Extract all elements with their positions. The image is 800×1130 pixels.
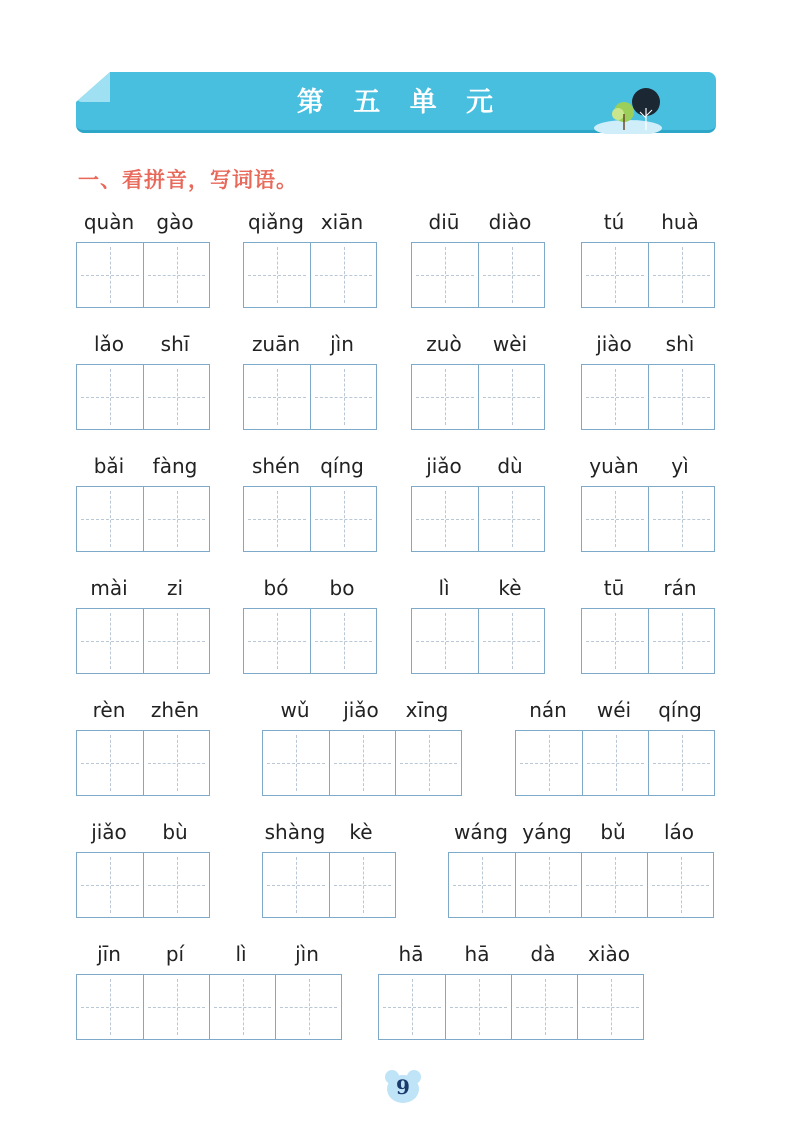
writing-cell[interactable] xyxy=(412,243,478,307)
pinyin-syllable: rán xyxy=(663,576,697,600)
writing-cell[interactable] xyxy=(143,853,209,917)
writing-cell[interactable] xyxy=(310,243,376,307)
pinyin-syllable: bù xyxy=(162,820,188,844)
writing-cell[interactable] xyxy=(648,609,714,673)
guide-line-vertical xyxy=(243,979,244,1035)
guide-line-vertical xyxy=(177,857,178,913)
writing-cell[interactable] xyxy=(77,609,143,673)
writing-cell[interactable] xyxy=(648,243,714,307)
word-item xyxy=(262,820,396,920)
guide-line-vertical xyxy=(177,613,178,669)
word-item xyxy=(76,698,210,798)
guide-line-vertical xyxy=(445,613,446,669)
pinyin-syllable: bó xyxy=(263,576,289,600)
guide-line-vertical xyxy=(615,613,616,669)
pinyin-syllable: mài xyxy=(90,576,128,600)
pinyin-syllable: wèi xyxy=(492,332,528,356)
guide-line-vertical xyxy=(512,491,513,547)
pinyin-syllable: quàn xyxy=(83,210,135,234)
guide-line-vertical xyxy=(412,979,413,1035)
pinyin-syllable: jiǎo xyxy=(426,454,462,478)
writing-cell[interactable] xyxy=(478,487,544,551)
pinyin-syllable: fàng xyxy=(152,454,198,478)
writing-box-row xyxy=(76,486,210,552)
writing-cell[interactable] xyxy=(647,853,713,917)
writing-cell[interactable] xyxy=(412,487,478,551)
guide-line-vertical xyxy=(615,491,616,547)
writing-cell[interactable] xyxy=(244,609,310,673)
pinyin-syllable: diū xyxy=(428,210,460,234)
guide-line-vertical xyxy=(615,857,616,913)
pinyin-syllable: hā xyxy=(464,942,490,966)
pinyin-syllable: dù xyxy=(497,454,523,478)
pinyin-syllable: shī xyxy=(160,332,190,356)
pinyin-syllable: tú xyxy=(603,210,625,234)
guide-line-vertical xyxy=(110,735,111,791)
pinyin-syllable: shì xyxy=(665,332,695,356)
pinyin-syllable: jìn xyxy=(330,332,354,356)
guide-line-vertical xyxy=(363,735,364,791)
guide-line-vertical xyxy=(277,613,278,669)
writing-box-row xyxy=(262,852,396,918)
word-item xyxy=(411,332,545,432)
guide-line-vertical xyxy=(682,613,683,669)
word-item xyxy=(411,454,545,554)
guide-line-vertical xyxy=(512,247,513,303)
writing-box-row xyxy=(243,364,377,430)
pinyin-syllable: wǔ xyxy=(280,698,310,722)
word-item xyxy=(411,576,545,676)
pinyin-syllable: kè xyxy=(349,820,373,844)
writing-cell[interactable] xyxy=(143,975,209,1039)
word-item xyxy=(76,820,210,920)
writing-box-row xyxy=(411,608,545,674)
writing-cell[interactable] xyxy=(449,853,515,917)
pinyin-syllable: láo xyxy=(663,820,695,844)
guide-line-vertical xyxy=(277,369,278,425)
pinyin-syllable: bǔ xyxy=(600,820,626,844)
pinyin-syllable: qíng xyxy=(658,698,702,722)
writing-cell[interactable] xyxy=(478,609,544,673)
guide-line-vertical xyxy=(682,247,683,303)
writing-box-row xyxy=(411,364,545,430)
writing-cell[interactable] xyxy=(329,853,395,917)
pinyin-syllable: tū xyxy=(603,576,625,600)
pinyin-syllable: xiào xyxy=(588,942,630,966)
guide-line-vertical xyxy=(177,979,178,1035)
word-item xyxy=(581,576,715,676)
writing-cell[interactable] xyxy=(310,365,376,429)
guide-line-vertical xyxy=(110,857,111,913)
word-item xyxy=(76,454,210,554)
word-item xyxy=(411,210,545,310)
guide-line-vertical xyxy=(615,369,616,425)
pinyin-syllable: kè xyxy=(498,576,522,600)
word-item xyxy=(76,576,210,676)
writing-box-row xyxy=(243,608,377,674)
guide-line-vertical xyxy=(445,491,446,547)
guide-line-vertical xyxy=(616,735,617,791)
writing-cell[interactable] xyxy=(648,365,714,429)
writing-cell[interactable] xyxy=(77,365,143,429)
guide-line-vertical xyxy=(344,491,345,547)
pinyin-syllable: zhēn xyxy=(150,698,200,722)
writing-cell[interactable] xyxy=(310,609,376,673)
writing-box-row xyxy=(243,242,377,308)
pinyin-syllable: gào xyxy=(156,210,194,234)
writing-cell[interactable] xyxy=(582,731,648,795)
writing-cell[interactable] xyxy=(263,731,329,795)
word-item xyxy=(581,454,715,554)
writing-cell[interactable] xyxy=(648,731,714,795)
guide-line-vertical xyxy=(445,369,446,425)
pinyin-syllable: jiǎo xyxy=(91,820,127,844)
guide-line-vertical xyxy=(611,979,612,1035)
writing-cell[interactable] xyxy=(77,975,143,1039)
guide-line-vertical xyxy=(512,369,513,425)
writing-cell[interactable] xyxy=(77,243,143,307)
word-item xyxy=(76,332,210,432)
writing-cell[interactable] xyxy=(582,609,648,673)
writing-cell[interactable] xyxy=(143,609,209,673)
guide-line-vertical xyxy=(479,979,480,1035)
pinyin-syllable: nán xyxy=(529,698,567,722)
word-item xyxy=(448,820,714,920)
writing-box-row xyxy=(411,486,545,552)
tree-moon-illustration-icon xyxy=(588,84,668,134)
guide-line-vertical xyxy=(309,979,310,1035)
word-item xyxy=(243,576,377,676)
pinyin-syllable: lǎo xyxy=(93,332,125,356)
writing-cell[interactable] xyxy=(244,365,310,429)
word-item xyxy=(581,332,715,432)
writing-cell[interactable] xyxy=(329,731,395,795)
writing-cell[interactable] xyxy=(143,731,209,795)
word-item xyxy=(76,210,210,310)
writing-box-row xyxy=(76,364,210,430)
guide-line-vertical xyxy=(682,369,683,425)
word-item xyxy=(243,210,377,310)
guide-line-vertical xyxy=(110,247,111,303)
pinyin-syllable: lì xyxy=(438,576,450,600)
pinyin-syllable: qíng xyxy=(320,454,364,478)
writing-cell[interactable] xyxy=(263,853,329,917)
writing-box-row xyxy=(76,974,342,1040)
writing-box-row xyxy=(76,852,210,918)
writing-cell[interactable] xyxy=(511,975,577,1039)
writing-box-row xyxy=(378,974,644,1040)
pinyin-syllable: bǎi xyxy=(93,454,125,478)
pinyin-syllable: rèn xyxy=(92,698,126,722)
guide-line-vertical xyxy=(177,491,178,547)
writing-cell[interactable] xyxy=(515,853,581,917)
guide-line-vertical xyxy=(110,613,111,669)
writing-cell[interactable] xyxy=(412,365,478,429)
writing-cell[interactable] xyxy=(581,853,647,917)
writing-box-row xyxy=(515,730,715,796)
writing-box-row xyxy=(581,364,715,430)
writing-box-row xyxy=(76,730,210,796)
writing-cell[interactable] xyxy=(648,487,714,551)
word-item xyxy=(243,454,377,554)
pinyin-syllable: zuān xyxy=(251,332,301,356)
pinyin-syllable: wáng xyxy=(454,820,508,844)
word-item xyxy=(581,210,715,310)
pinyin-syllable: yì xyxy=(671,454,689,478)
pinyin-syllable: pí xyxy=(165,942,185,966)
writing-box-row xyxy=(581,486,715,552)
guide-line-vertical xyxy=(110,491,111,547)
pinyin-syllable: xīng xyxy=(405,698,449,722)
pinyin-syllable: huà xyxy=(661,210,699,234)
guide-line-vertical xyxy=(429,735,430,791)
writing-cell[interactable] xyxy=(244,487,310,551)
writing-cell[interactable] xyxy=(77,853,143,917)
writing-cell[interactable] xyxy=(77,731,143,795)
pinyin-syllable: yuàn xyxy=(589,454,639,478)
guide-line-vertical xyxy=(277,247,278,303)
pinyin-syllable: wéi xyxy=(596,698,632,722)
pinyin-syllable: lì xyxy=(235,942,247,966)
writing-cell[interactable] xyxy=(379,975,445,1039)
guide-line-vertical xyxy=(682,491,683,547)
pinyin-syllable: jiào xyxy=(596,332,632,356)
writing-box-row xyxy=(581,242,715,308)
exercise-title: 一、看拼音，写词语。 xyxy=(78,168,298,192)
writing-box-row xyxy=(411,242,545,308)
writing-cell[interactable] xyxy=(412,609,478,673)
guide-line-vertical xyxy=(110,369,111,425)
page-number: 9 xyxy=(396,1075,410,1099)
guide-line-vertical xyxy=(344,247,345,303)
unit-title: 第 五 单 元 xyxy=(296,87,504,118)
guide-line-vertical xyxy=(682,735,683,791)
writing-box-row xyxy=(76,608,210,674)
writing-cell[interactable] xyxy=(143,365,209,429)
pinyin-syllable: shén xyxy=(251,454,301,478)
writing-cell[interactable] xyxy=(577,975,643,1039)
guide-line-vertical xyxy=(549,735,550,791)
guide-line-vertical xyxy=(344,369,345,425)
writing-cell[interactable] xyxy=(244,243,310,307)
pinyin-syllable: qiǎng xyxy=(248,210,304,234)
writing-cell[interactable] xyxy=(516,731,582,795)
writing-box-row xyxy=(262,730,462,796)
writing-cell[interactable] xyxy=(445,975,511,1039)
writing-box-row xyxy=(581,608,715,674)
word-item xyxy=(243,332,377,432)
guide-line-vertical xyxy=(177,247,178,303)
writing-cell[interactable] xyxy=(143,243,209,307)
pinyin-syllable: jiǎo xyxy=(343,698,379,722)
guide-line-vertical xyxy=(615,247,616,303)
writing-cell[interactable] xyxy=(478,243,544,307)
writing-cell[interactable] xyxy=(395,731,461,795)
guide-line-vertical xyxy=(277,491,278,547)
writing-box-row xyxy=(243,486,377,552)
writing-cell[interactable] xyxy=(77,487,143,551)
pinyin-syllable: yáng xyxy=(522,820,572,844)
pinyin-syllable: zi xyxy=(166,576,184,600)
guide-line-vertical xyxy=(681,857,682,913)
word-item xyxy=(378,942,644,1042)
writing-cell[interactable] xyxy=(310,487,376,551)
writing-box-row xyxy=(76,242,210,308)
writing-cell[interactable] xyxy=(582,243,648,307)
guide-line-vertical xyxy=(549,857,550,913)
word-item xyxy=(262,698,462,798)
writing-cell[interactable] xyxy=(143,487,209,551)
guide-line-vertical xyxy=(110,979,111,1035)
word-item xyxy=(76,942,342,1042)
pinyin-syllable: hā xyxy=(398,942,424,966)
writing-box-row xyxy=(448,852,714,918)
writing-cell[interactable] xyxy=(582,487,648,551)
pinyin-syllable: bo xyxy=(329,576,355,600)
pinyin-syllable: xiān xyxy=(320,210,364,234)
pinyin-syllable: shàng xyxy=(264,820,326,844)
word-item xyxy=(515,698,715,798)
guide-line-vertical xyxy=(296,857,297,913)
pinyin-syllable: dà xyxy=(530,942,556,966)
pinyin-syllable: jīn xyxy=(97,942,121,966)
guide-line-vertical xyxy=(363,857,364,913)
pinyin-syllable: diào xyxy=(488,210,532,234)
writing-cell[interactable] xyxy=(478,365,544,429)
guide-line-vertical xyxy=(344,613,345,669)
writing-cell[interactable] xyxy=(209,975,275,1039)
writing-cell[interactable] xyxy=(582,365,648,429)
guide-line-vertical xyxy=(482,857,483,913)
guide-line-vertical xyxy=(545,979,546,1035)
pinyin-syllable: zuò xyxy=(426,332,462,356)
guide-line-vertical xyxy=(177,735,178,791)
pinyin-syllable: jìn xyxy=(295,942,319,966)
guide-line-vertical xyxy=(512,613,513,669)
writing-cell[interactable] xyxy=(275,975,341,1039)
guide-line-vertical xyxy=(177,369,178,425)
guide-line-vertical xyxy=(445,247,446,303)
guide-line-vertical xyxy=(296,735,297,791)
